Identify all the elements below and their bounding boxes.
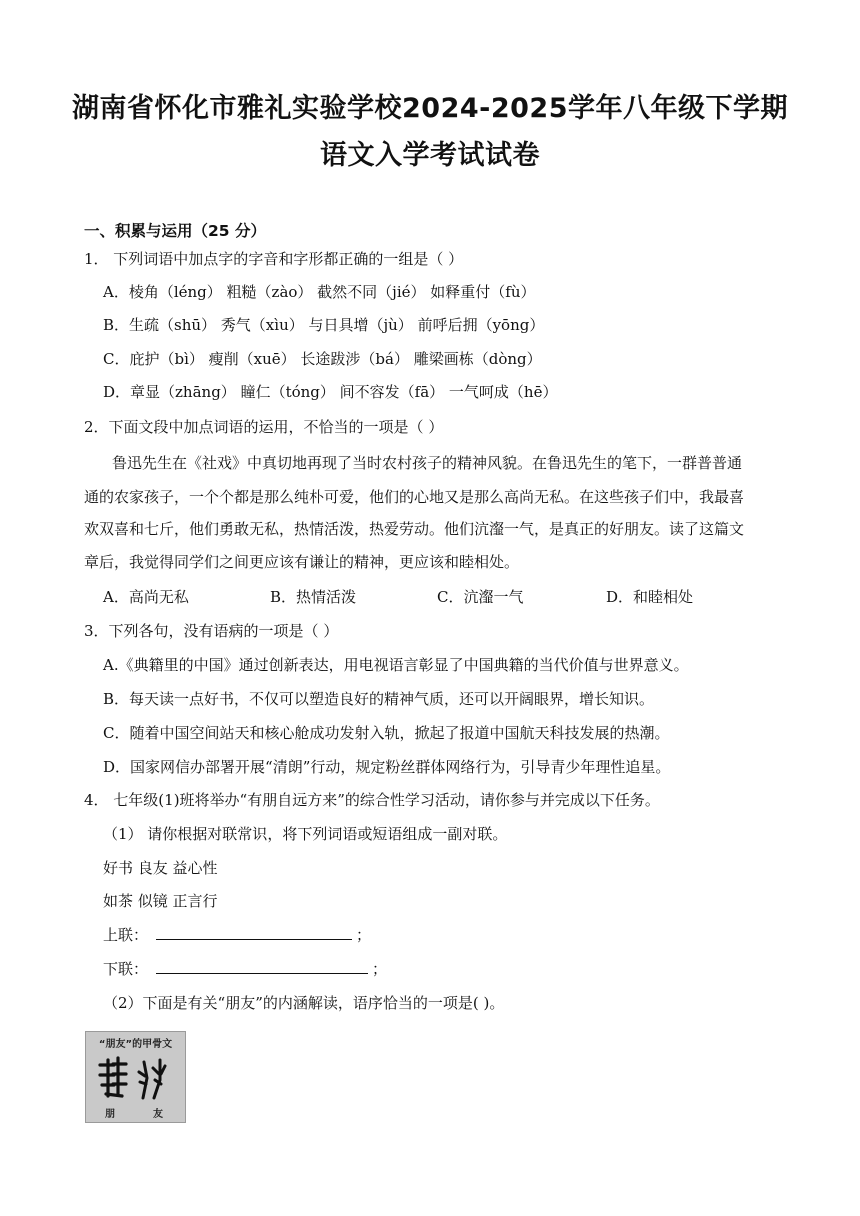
upper-couplet-label: 上联：: [103, 926, 149, 944]
question-1-option-b: B．生疏（shū） 秀气（xìu） 与日具增（jù） 前呼后拥（yōng）: [103, 316, 545, 334]
page-subtitle: 语文入学考试试卷: [320, 140, 540, 171]
question-3-option-c: C．随着中国空间站天和核心舱成功发射入轨，掀起了报道中国航天科技发展的热潮。: [103, 724, 670, 742]
section-heading: 一、积累与运用（25 分）: [84, 222, 266, 240]
oracle-image-caption: “朋友”的甲骨文: [98, 1039, 173, 1050]
word-list-row: 如茶 似镜 正言行: [103, 892, 218, 910]
question-2-option-c: C．沆瀣一气: [437, 588, 524, 606]
passage-line: 通的农家孩子，一个个都是那么纯朴可爱，他们的心地又是那么高尚无私。在这些孩子们中，我最喜: [84, 488, 745, 506]
question-3-option-b: B．每天读一点好书，不仅可以塑造良好的精神气质，还可以开阔眼界，增长知识。: [103, 690, 655, 708]
question-3-option-d: D．国家网信办部署开展“清朗”行动，规定粉丝群体网络行为，引导青少年理性追星。: [103, 758, 671, 776]
question-4-subquestion-1: （1） 请你根据对联常识，将下列词语或短语组成一副对联。: [103, 825, 508, 843]
upper-couplet-row: [103, 924, 371, 945]
question-4-subquestion-2: （2）下面是有关“朋友”的内涵解读，语序恰当的一项是( )。: [103, 994, 505, 1012]
question-2-option-b: B．热情活泼: [270, 588, 357, 606]
question-1-option-d: D．章显（zhāng） 瞳仁（tóng） 间不容发（fā） 一气呵成（hē）: [103, 383, 558, 401]
oracle-bone-script-image: [85, 1031, 186, 1123]
question-3-stem: 3．下列各句，没有语病的一项是（ ）: [84, 622, 339, 640]
oracle-label-you: 友: [153, 1109, 163, 1120]
lower-couplet-semicolon: ；: [372, 960, 388, 978]
upper-couplet-semicolon: ；: [356, 926, 372, 944]
question-4-stem: 4． 七年级(1)班将举办“有朋自远方来”的综合性学习活动，请你参与并完成以下任务。: [84, 791, 660, 809]
question-3-option-a: A.《典籍里的中国》通过创新表达，用电视语言彰显了中国典籍的当代价值与世界意义。: [103, 656, 689, 674]
passage-line: 章后，我觉得同学们之间更应该有谦让的精神，更应该和睦相处。: [84, 553, 520, 571]
page-title: 湖南省怀化市雅礼实验学校2024-2025学年八年级下学期: [72, 93, 788, 124]
word-list-row: 好书 良友 益心性: [103, 859, 218, 877]
question-2-option-d: D．和睦相处: [606, 588, 694, 606]
question-1-option-c: C．庇护（bì） 瘦削（xuē） 长途跋涉（bá） 雕梁画栋（dòng）: [103, 350, 542, 368]
lower-couplet-label: 下联：: [103, 960, 149, 978]
passage-line: 鲁迅先生在《社戏》中真切地再现了当时农村孩子的精神风貌。在鲁迅先生的笔下，一群普普通: [112, 454, 743, 472]
question-1-stem: 1． 下列词语中加点字的字音和字形都正确的一组是（ ）: [84, 250, 464, 268]
passage-line: 欢双喜和七斤，他们勇敢无私，热情活泼，热爱劳动。他们沆瀣一气，是真正的好朋友。读了这篇文: [84, 520, 745, 538]
question-2-stem: 2．下面文段中加点词语的运用，不恰当的一项是（ ）: [84, 418, 444, 436]
question-2-option-a: A．高尚无私: [103, 588, 189, 606]
lower-couplet-blank[interactable]: [156, 958, 368, 974]
lower-couplet-row: [103, 958, 387, 979]
question-1-option-a: A．棱角（léng） 粗糙（zào） 截然不同（jié） 如释重付（fù）: [103, 283, 536, 301]
upper-couplet-blank[interactable]: [156, 924, 352, 940]
oracle-label-peng: 朋: [105, 1109, 115, 1120]
